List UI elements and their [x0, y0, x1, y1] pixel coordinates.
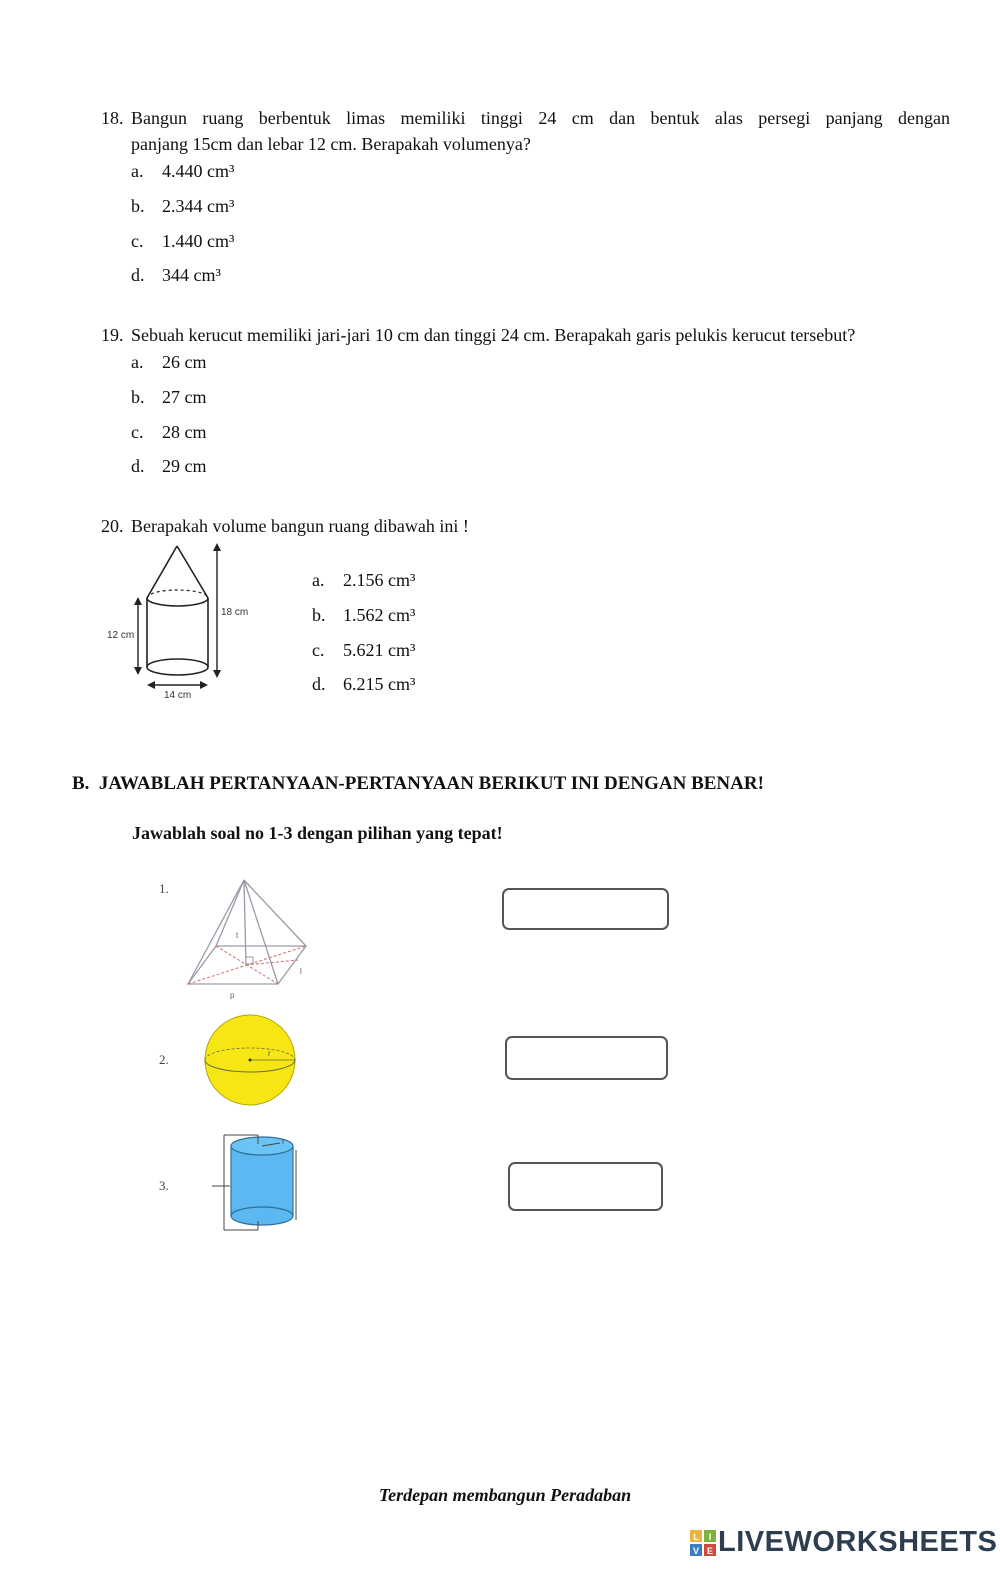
question-20-text: Berapakah volume bangun ruang dibawah ini !	[131, 516, 469, 536]
question-20-option-c[interactable]: c. 5.621 cm³	[312, 640, 416, 660]
pyramid-figure	[180, 876, 315, 1001]
section-b-instruction: Jawablah soal no 1-3 dengan pilihan yang tepat!	[132, 823, 503, 843]
svg-text:V: V	[692, 1546, 700, 1556]
footer-motto: Terdepan membangun Peradaban	[378, 1485, 632, 1505]
svg-text:r: r	[282, 1137, 285, 1146]
question-19-number: 19.	[101, 325, 124, 345]
question-19-option-b[interactable]: b. 27 cm	[131, 387, 207, 407]
answer-box-3[interactable]	[508, 1162, 663, 1211]
liveworksheets-logo-icon	[690, 1530, 716, 1556]
cylinder-figure	[210, 1130, 310, 1235]
item-2-number: 2.	[159, 1052, 169, 1067]
cone-cylinder-figure	[100, 540, 270, 705]
section-b-heading: B. JAWABLAH PERTANYAAN-PERTANYAAN BERIKUT INI DENGAN BENAR!	[72, 773, 764, 794]
question-20-option-d[interactable]: d. 6.215 cm³	[312, 674, 416, 694]
answer-box-1[interactable]	[502, 888, 669, 930]
question-20-number: 20.	[101, 516, 124, 536]
item-1-number: 1.	[159, 881, 169, 896]
question-20-option-a[interactable]: a. 2.156 cm³	[312, 570, 416, 590]
item-3-number: 3.	[159, 1178, 169, 1193]
svg-text:t: t	[236, 931, 239, 940]
svg-text:r: r	[268, 1049, 271, 1058]
svg-text:p: p	[230, 991, 235, 1000]
question-19-text: Sebuah kerucut memiliki jari-jari 10 cm dan tinggi 24 cm. Berapakah garis pelukis kerucut tersebut?	[131, 325, 856, 345]
liveworksheets-brand[interactable]: LIVEWORKSHEETS	[718, 1526, 998, 1558]
answer-box-2[interactable]	[505, 1036, 668, 1080]
question-18-number: 18.	[101, 108, 124, 128]
question-19-option-a[interactable]: a. 26 cm	[131, 352, 207, 372]
sphere-figure	[200, 1010, 300, 1110]
question-18-option-a[interactable]: a. 4.440 cm³	[131, 161, 235, 181]
svg-text:I: I	[708, 1532, 712, 1542]
label-12cm: 12 cm	[107, 630, 135, 641]
svg-text:l: l	[300, 967, 302, 976]
label-18cm: 18 cm	[221, 607, 249, 618]
svg-text:L: L	[693, 1532, 699, 1542]
label-14cm: 14 cm	[164, 690, 192, 701]
svg-text:E: E	[706, 1546, 714, 1556]
question-18-text-line2: panjang 15cm dan lebar 12 cm. Berapakah volumenya?	[131, 134, 531, 154]
question-18-text-line1: Bangun ruang berbentuk limas memiliki tinggi 24 cm dan bentuk alas persegi panjang dengan	[131, 108, 950, 128]
question-18-option-b[interactable]: b. 2.344 cm³	[131, 196, 235, 216]
question-19-option-c[interactable]: c. 28 cm	[131, 422, 207, 442]
question-18-option-c[interactable]: c. 1.440 cm³	[131, 231, 235, 251]
question-20-option-b[interactable]: b. 1.562 cm³	[312, 605, 416, 625]
question-18-option-d[interactable]: d. 344 cm³	[131, 265, 221, 285]
question-19-option-d[interactable]: d. 29 cm	[131, 456, 207, 476]
